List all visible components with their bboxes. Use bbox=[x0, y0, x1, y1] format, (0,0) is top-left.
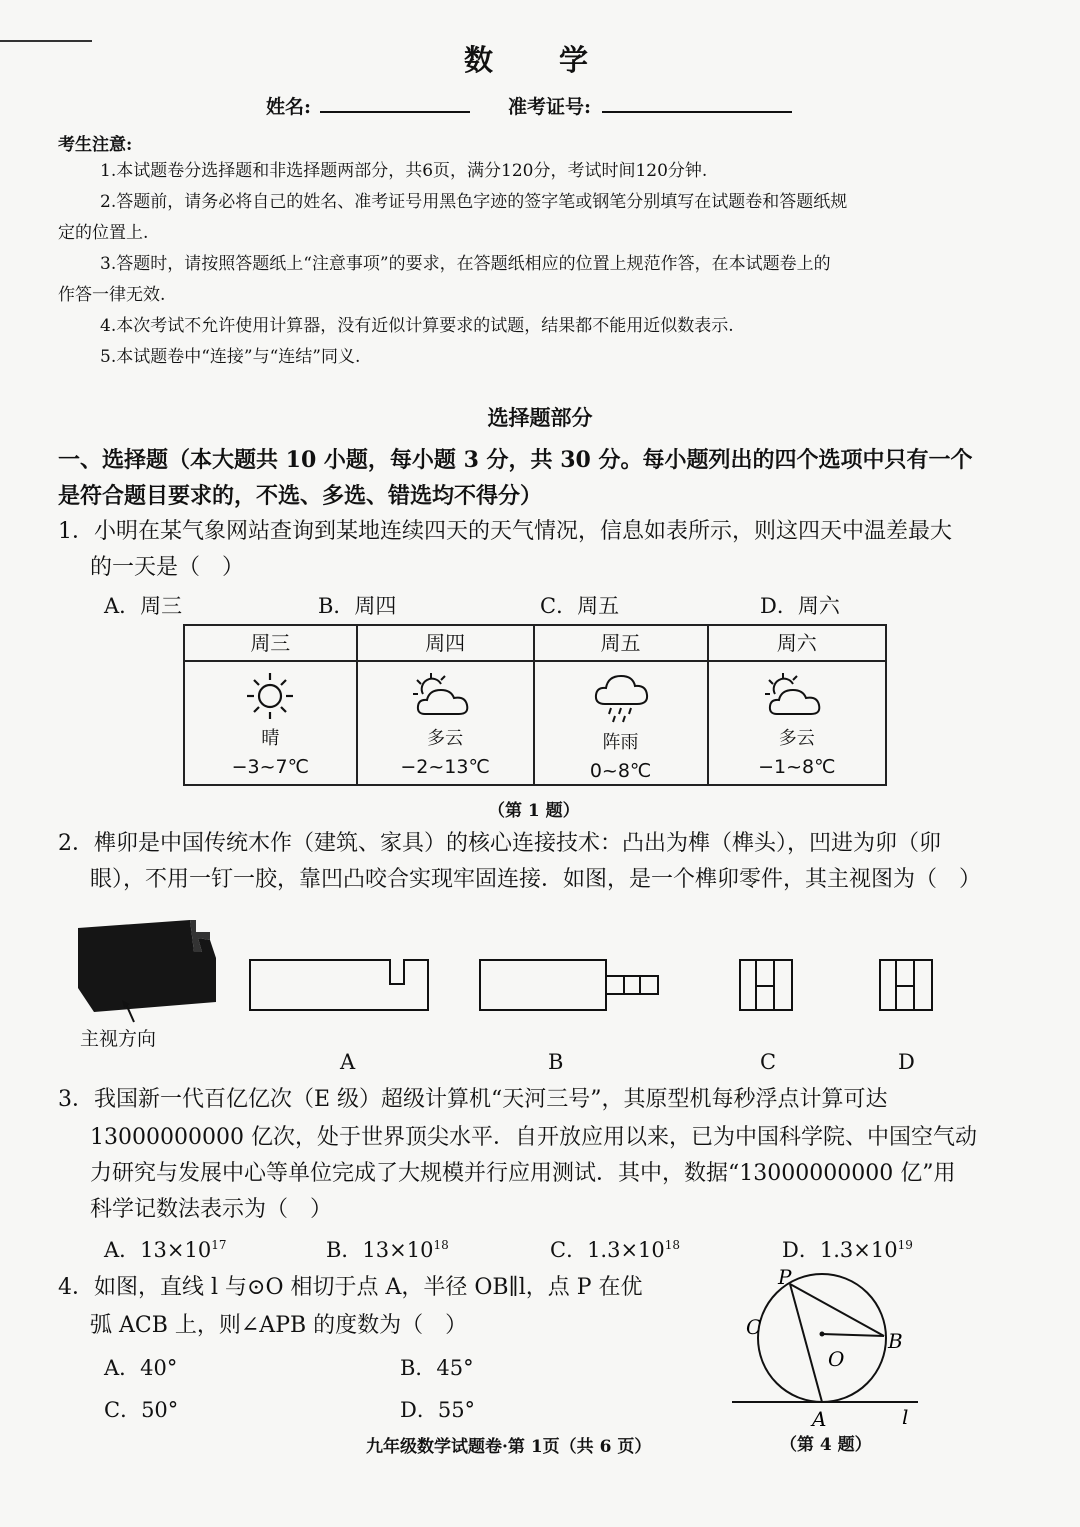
q4-option-c[interactable]: C．50° bbox=[104, 1398, 179, 1422]
q3-option-a[interactable] bbox=[104, 1234, 227, 1264]
notice-heading: 考生注意: bbox=[58, 135, 133, 155]
weather-desc: 多云 bbox=[778, 728, 815, 749]
option-text: A．13×10 bbox=[104, 1238, 212, 1262]
name-blank[interactable] bbox=[320, 111, 470, 113]
label-o: O bbox=[828, 1347, 845, 1371]
option-text: B．13×10 bbox=[326, 1238, 434, 1262]
name-label: 姓名: bbox=[266, 96, 312, 118]
view-b[interactable] bbox=[478, 958, 662, 1012]
q2-option-a[interactable]: A bbox=[340, 1050, 356, 1074]
exam-id-blank[interactable] bbox=[602, 111, 792, 113]
q4-caption: （第 4 题） bbox=[780, 1435, 872, 1455]
q4-option-a[interactable]: A．40° bbox=[104, 1356, 178, 1380]
q4-stem-2: 弧 ACB 上，则∠APB 的度数为（ ） bbox=[90, 1313, 468, 1338]
notice-item-4: 4.本次考试不允许使用计算器，没有近似计算要求的试题，结果都不能用近似数表示. bbox=[100, 316, 734, 336]
q1-option-c[interactable]: C．周五 bbox=[540, 594, 620, 618]
label-l: l bbox=[902, 1405, 909, 1429]
sun-icon bbox=[242, 670, 298, 722]
option-exponent: 19 bbox=[897, 1238, 913, 1252]
option-exponent: 18 bbox=[433, 1238, 449, 1252]
option-text: D．1.3×10 bbox=[782, 1238, 898, 1262]
q2-option-b[interactable]: B bbox=[548, 1050, 564, 1074]
page-title: 数 学 bbox=[463, 43, 617, 77]
q4-option-d[interactable]: D．55° bbox=[400, 1398, 476, 1422]
option-exponent: 17 bbox=[211, 1238, 227, 1252]
q2-stem-1: 2．榫卯是中国传统木作（建筑、家具）的核心连接技术：凸出为榫（榫头），凹进为卯（卯 bbox=[58, 831, 942, 856]
notice-item-3-cont: 作答一律无效. bbox=[58, 285, 166, 305]
direction-label: 主视方向 bbox=[80, 1028, 157, 1050]
notice-item-5: 5.本试题卷中“连接”与“连结”同义. bbox=[100, 347, 361, 367]
section-heading-1: 一、选择题（本大题共 10 小题，每小题 3 分，共 30 分。每小题列出的四个选项中只有一个 bbox=[58, 447, 973, 473]
weather-temp: −2~13℃ bbox=[400, 756, 490, 778]
q3-option-d[interactable] bbox=[782, 1234, 913, 1264]
q1-stem-1: 1．小明在某气象网站查询到某地连续四天的天气情况，信息如表所示，则这四天中温差最大 bbox=[58, 519, 953, 544]
notice-item-2-cont: 定的位置上. bbox=[58, 223, 149, 243]
weather-day: 周六 bbox=[708, 625, 886, 661]
label-a: A bbox=[812, 1407, 827, 1431]
q1-option-b[interactable]: B．周四 bbox=[318, 594, 397, 618]
weather-temp: −1~8℃ bbox=[758, 756, 836, 778]
partly-cloudy-icon bbox=[761, 670, 833, 722]
view-c[interactable] bbox=[738, 958, 796, 1014]
q1-option-a[interactable]: A．周三 bbox=[104, 594, 183, 618]
notice-item-2: 2.答题前，请务必将自己的姓名、准考证号用黑色字迹的签字笔或钢笔分别填写在试题卷和答题纸规 bbox=[100, 192, 848, 212]
q4-stem-1: 4．如图，直线 l 与⊙O 相切于点 A，半径 OB∥l，点 P 在优 bbox=[58, 1275, 643, 1300]
section-title: 选择题部分 bbox=[487, 405, 593, 430]
partly-cloudy-icon bbox=[409, 670, 481, 722]
weather-desc: 多云 bbox=[427, 728, 464, 749]
rain-icon bbox=[591, 670, 651, 726]
q1-option-d[interactable]: D．周六 bbox=[760, 594, 840, 618]
q2-option-c[interactable]: C bbox=[760, 1050, 777, 1074]
weather-temp: −3~7℃ bbox=[231, 756, 309, 778]
label-p: P bbox=[778, 1268, 792, 1289]
notice-item-1: 1.本试题卷分选择题和非选择题两部分，共6页，满分120分，考试时间120分钟. bbox=[100, 161, 708, 181]
weather-temp: 0~8℃ bbox=[589, 760, 652, 782]
view-a[interactable] bbox=[248, 958, 430, 1012]
q3-stem-2: 13000000000 亿次，处于世界顶尖水平．自开放应用以来，已为中国科学院、中国空气动 bbox=[90, 1125, 977, 1150]
q3-stem-1: 3．我国新一代百亿亿次（E 级）超级计算机“天河三号”，其原型机每秒浮点计算可达 bbox=[58, 1087, 888, 1112]
option-text: C．1.3×10 bbox=[550, 1238, 665, 1262]
weather-desc: 晴 bbox=[261, 728, 280, 749]
q2-stem-2: 眼），不用一钉一胶，靠凹凸咬合实现牢固连接．如图，是一个榫卯零件，其主视图为（ ） bbox=[90, 867, 982, 892]
exam-id-label: 准考证号: bbox=[508, 96, 592, 118]
view-d[interactable] bbox=[878, 958, 936, 1014]
weather-cell bbox=[534, 661, 708, 785]
weather-desc: 阵雨 bbox=[602, 732, 639, 753]
q1-caption: （第 1 题） bbox=[488, 801, 580, 821]
section-heading-2: 是符合题目要求的，不选、多选、错选均不得分） bbox=[58, 483, 543, 509]
q2-option-d[interactable]: D bbox=[898, 1050, 915, 1074]
notice-item-3: 3.答题时，请按照答题纸上“注意事项”的要求，在答题纸相应的位置上规范作答，在本试题卷上的 bbox=[100, 254, 831, 274]
weather-day: 周四 bbox=[357, 625, 534, 661]
q4-option-b[interactable]: B．45° bbox=[400, 1356, 474, 1380]
q3-stem-4: 科学记数法表示为（ ） bbox=[90, 1197, 333, 1222]
circle-figure bbox=[728, 1268, 928, 1434]
q3-option-c[interactable] bbox=[550, 1234, 680, 1264]
weather-table bbox=[183, 624, 887, 786]
weather-day: 周五 bbox=[534, 625, 708, 661]
q1-stem-2: 的一天是（ ） bbox=[90, 555, 245, 580]
q3-option-b[interactable] bbox=[326, 1234, 449, 1264]
label-b: B bbox=[888, 1329, 903, 1353]
option-exponent: 18 bbox=[664, 1238, 681, 1252]
weather-cell bbox=[184, 661, 357, 785]
weather-cell bbox=[357, 661, 534, 785]
q3-stem-3: 力研究与发展中心等单位完成了大规模并行应用测试．其中，数据“13000000000 亿”用 bbox=[90, 1161, 956, 1186]
label-c: C bbox=[746, 1315, 762, 1339]
weather-cell bbox=[708, 661, 886, 785]
weather-day: 周三 bbox=[184, 625, 357, 661]
mortise-part-figure bbox=[70, 918, 230, 1028]
page-footer: 九年级数学试题卷·第 1页（共 6 页） bbox=[366, 1437, 652, 1457]
